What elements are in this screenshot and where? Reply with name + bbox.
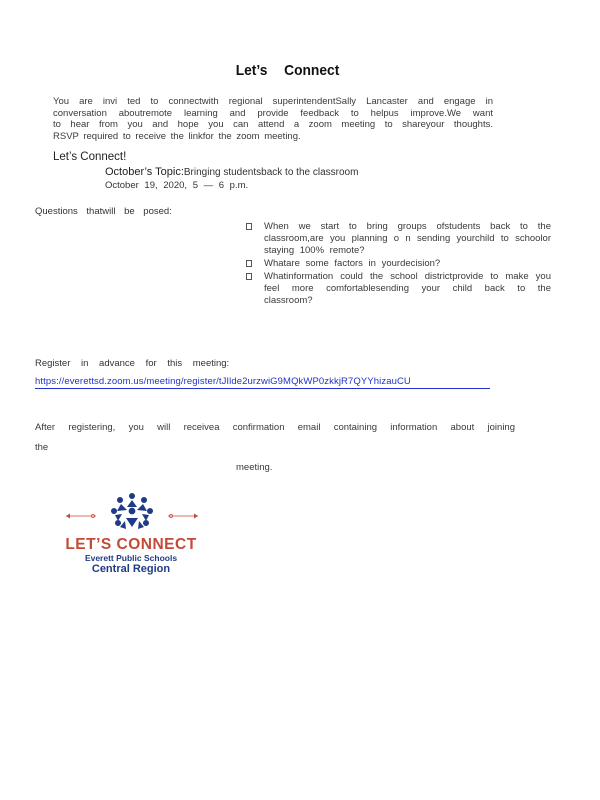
- after-line: meeting.: [236, 462, 273, 473]
- bullet-box-icon: [246, 273, 252, 280]
- bullet-box-icon: [246, 223, 252, 230]
- intro-line: to hear from you and hope you can attend a zoom meeting to shareyour thoughts.: [53, 119, 493, 130]
- intro-line: You are invi ted to connectwith regional superintendentSally Lancaster and engage in: [53, 96, 493, 107]
- intro-line: conversation aboutremote learning and provide feedback to helpus improve.We want: [53, 107, 493, 119]
- question-text: Whatare some factors in yourdecision?: [264, 257, 441, 269]
- question-text: Whatinformation could the school districtprovide to make you feel more comfortablesending your child back to the classroom?: [264, 271, 551, 306]
- meeting-date: October 19, 2020, 5 — 6 p.m.: [105, 180, 249, 191]
- intro-paragraph: [53, 96, 493, 142]
- list-item: [246, 221, 551, 256]
- logo-subtitle: Everett Public Schools: [84, 553, 178, 563]
- page-title: Let’s Connect: [235, 62, 340, 79]
- after-registering-text: [35, 418, 515, 478]
- after-line: After registering, you will receivea confirmation email containing information about joining the: [35, 422, 515, 453]
- people-circle-icon: [111, 493, 153, 529]
- lets-connect-heading: Let’s Connect!: [53, 151, 127, 163]
- question-text: When we start to bring groups ofstudents back to the classroom,are you planning o n sending yourchild to schoolor staying 100% remote?: [264, 221, 551, 256]
- register-label: Register in advance for this meeting:: [35, 358, 230, 369]
- intro-line: RSVP required to receive the linkfor the zoom meeting.: [53, 130, 301, 142]
- list-item: [246, 258, 551, 270]
- decorative-arrow-right-icon: [168, 514, 198, 519]
- questions-list: [246, 221, 551, 308]
- logo-region: Central Region: [91, 563, 171, 575]
- topic-text: Bringing studentsback to the classroom: [183, 167, 359, 178]
- questions-label: Questions thatwill be posed:: [35, 206, 172, 217]
- logo-title: LET’S CONNECT: [65, 536, 197, 553]
- bullet-box-icon: [246, 260, 252, 267]
- decorative-arrow-left-icon: [66, 514, 96, 519]
- topic-label: October’s Topic:: [105, 166, 184, 178]
- topic-line: [105, 166, 358, 178]
- list-item: [246, 271, 551, 306]
- register-link[interactable]: https://everettsd.zoom.us/meeting/register/tJIlde2urzwiG9MQkWP0zkkjR7QYYhizauCU: [35, 376, 490, 389]
